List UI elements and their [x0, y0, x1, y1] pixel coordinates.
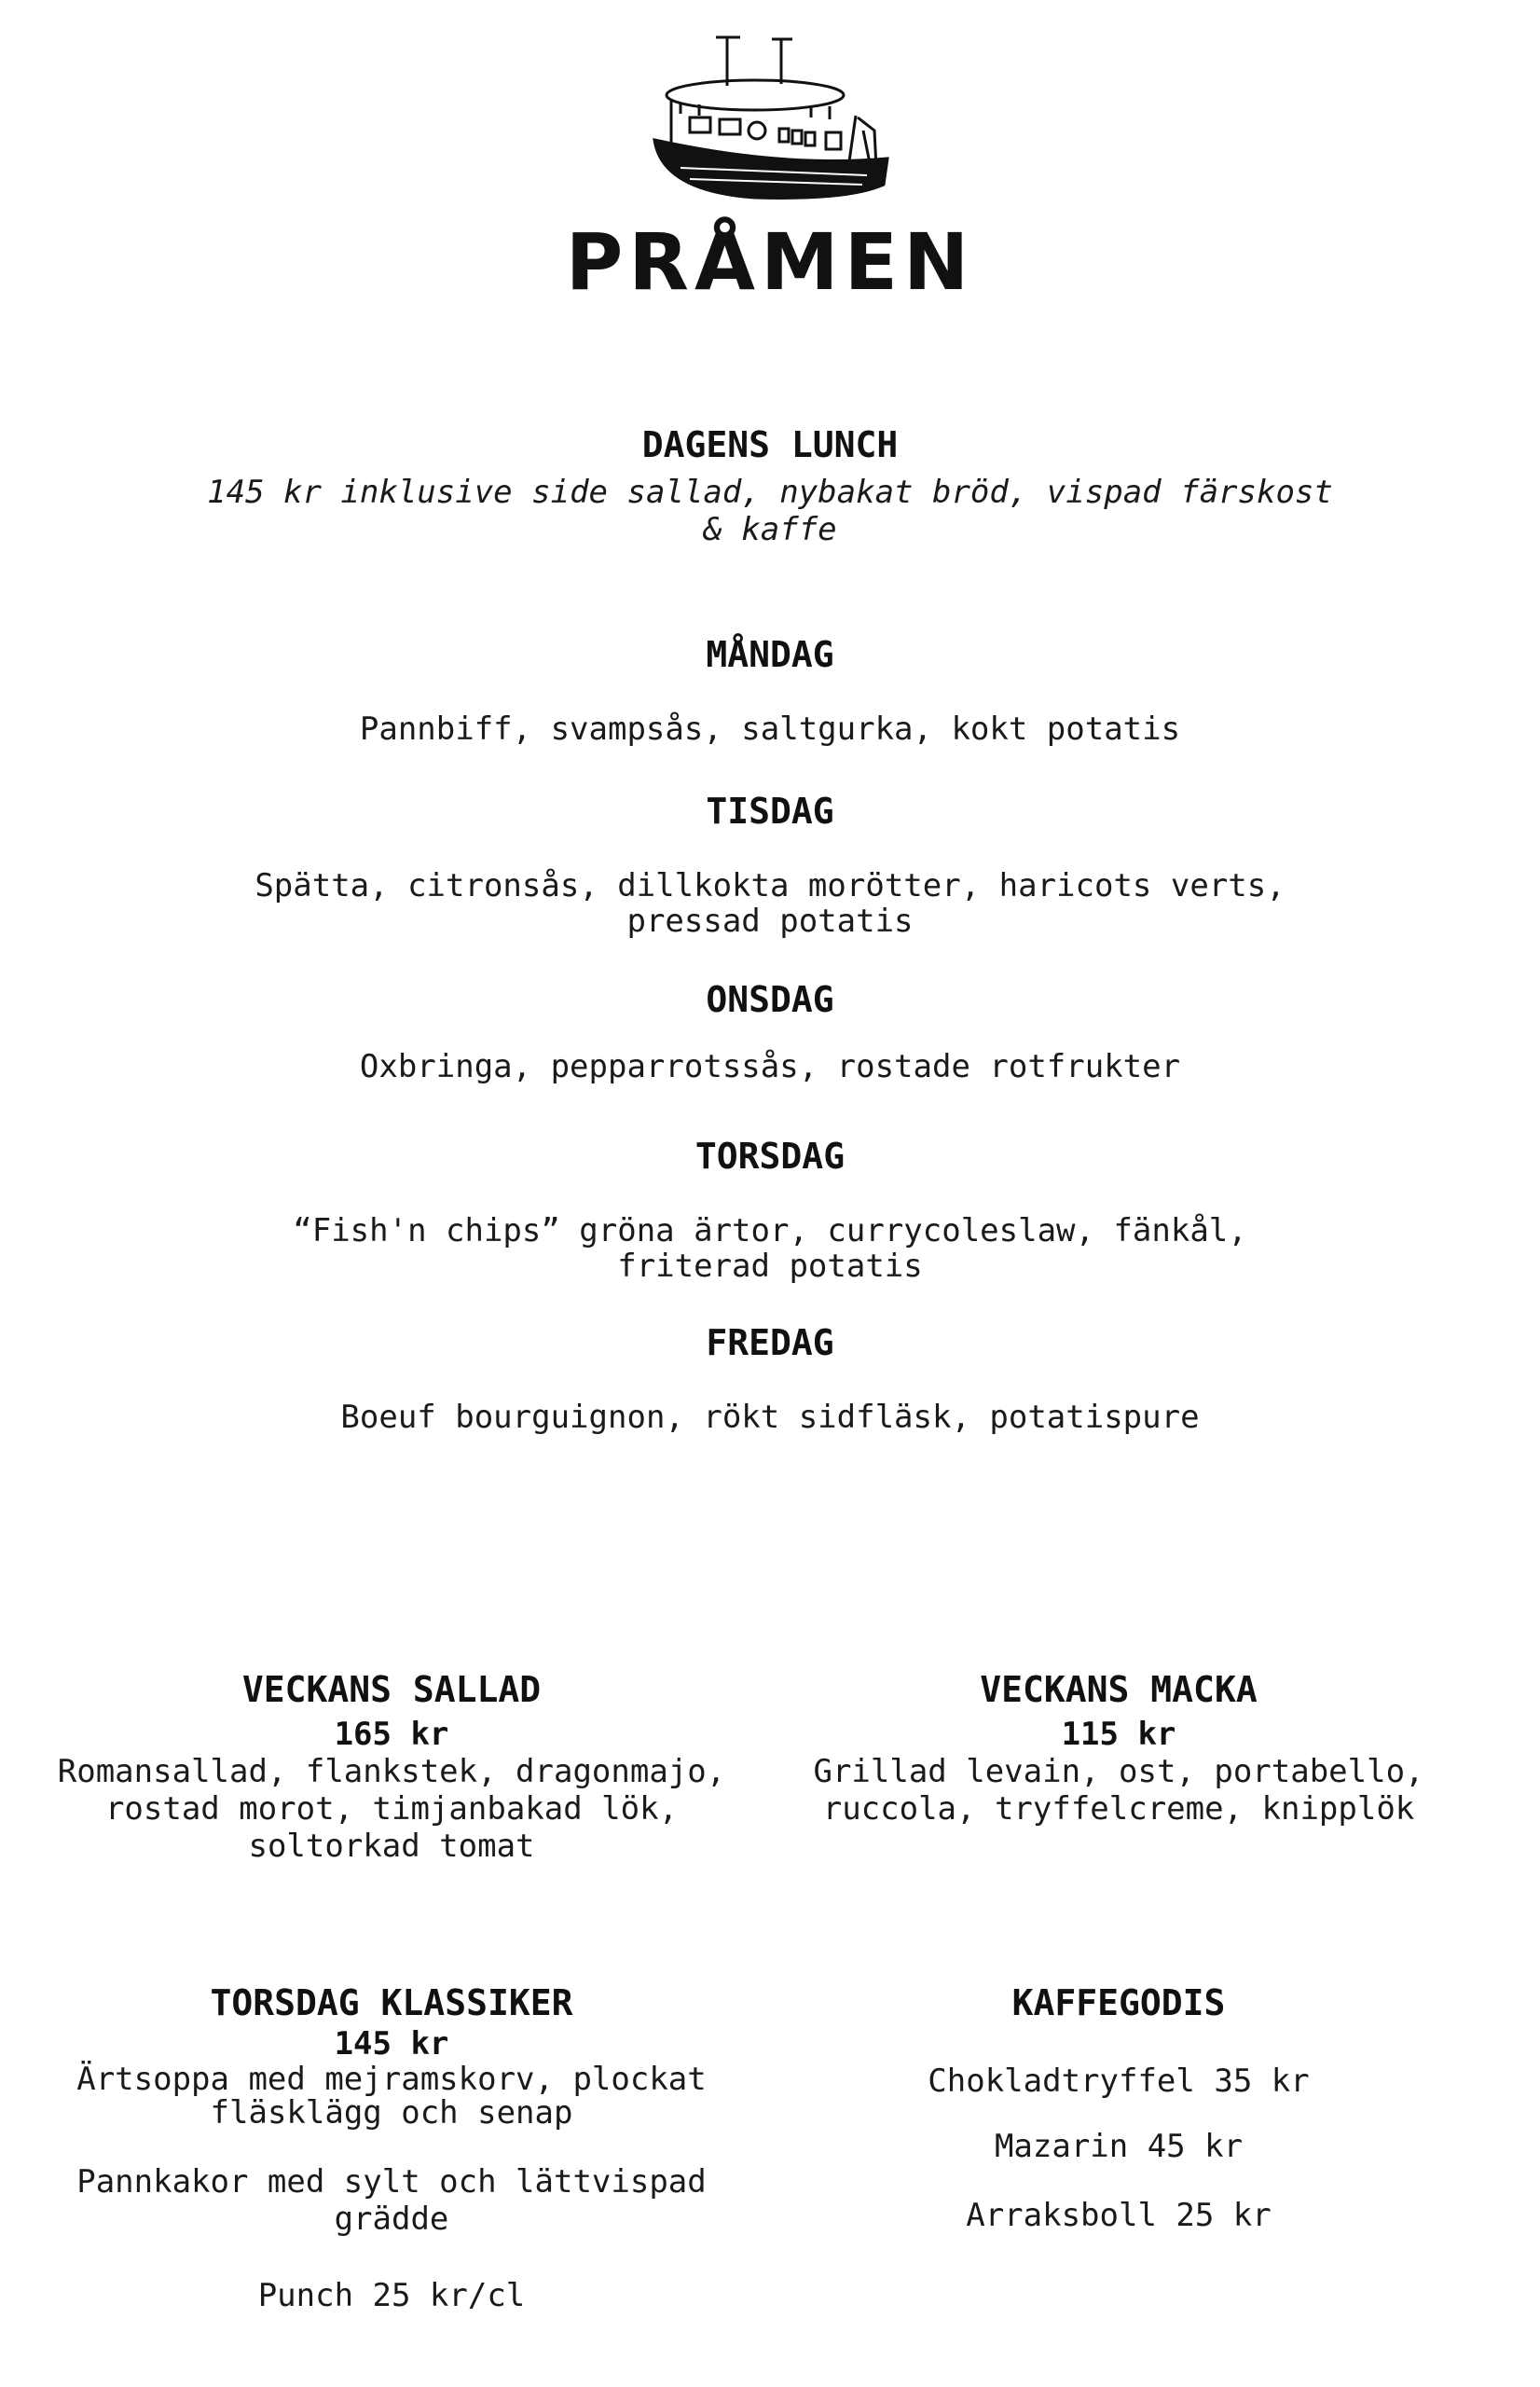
- sallad-desc-line1: Romansallad, flankstek, dragonmajo,: [57, 1753, 726, 1790]
- kaffegodis-item-1: Chokladtryffel 35 kr: [928, 2063, 1310, 2100]
- macka-desc-line2: ruccola, tryffelcreme, knipplök: [822, 1790, 1415, 1828]
- klassiker-price: 145 kr: [334, 2025, 449, 2063]
- macka-heading: VECKANS MACKA: [980, 1669, 1258, 1710]
- day-dish-thursday-line2: friterad potatis: [617, 1248, 923, 1285]
- day-dish-thursday-line1: “Fish'n chips” gröna ärtor, currycoleslaw, fänkål,: [293, 1212, 1247, 1249]
- sallad-desc-line3: soltorkad tomat: [248, 1828, 535, 1865]
- sallad-price: 165 kr: [334, 1716, 449, 1753]
- day-dish-wednesday: Oxbringa, pepparrotssås, rostade rotfrukter: [359, 1048, 1181, 1085]
- klassiker-heading: TORSDAG KLASSIKER: [210, 1982, 573, 2023]
- day-dish-tuesday-line2: pressad potatis: [626, 903, 914, 940]
- klassiker-item2-line2: grädde: [334, 2201, 449, 2238]
- lunch-subtitle-line1: 145 kr inklusive side sallad, nybakat bröd, vispad färskost: [207, 474, 1333, 511]
- ferry-logo-icon: [643, 28, 895, 205]
- sallad-desc-line2: rostad morot, timjanbakad lök,: [104, 1790, 679, 1828]
- day-heading-monday: MÅNDAG: [706, 634, 834, 675]
- klassiker-item3: Punch 25 kr/cl: [257, 2277, 526, 2314]
- day-dish-monday: Pannbiff, svampsås, saltgurka, kokt potatis: [359, 711, 1181, 748]
- day-dish-tuesday-line1: Spätta, citronsås, dillkokta morötter, haricots verts,: [254, 867, 1286, 904]
- day-dish-friday: Boeuf bourguignon, rökt sidfläsk, potatispure: [340, 1399, 1200, 1436]
- day-heading-wednesday: ONSDAG: [706, 979, 834, 1020]
- klassiker-item2-line1: Pannkakor med sylt och lättvispad: [76, 2163, 707, 2201]
- sallad-heading: VECKANS SALLAD: [241, 1669, 542, 1710]
- kaffegodis-item-3: Arraksboll 25 kr: [966, 2197, 1272, 2234]
- day-heading-tuesday: TISDAG: [706, 791, 834, 832]
- klassiker-item1-line1: Ärtsoppa med mejramskorv, plockat: [76, 2061, 707, 2098]
- kaffegodis-heading: KAFFEGODIS: [1011, 1982, 1226, 2023]
- macka-price: 115 kr: [1061, 1716, 1176, 1753]
- kaffegodis-item-2: Mazarin 45 kr: [994, 2128, 1244, 2165]
- brand-title: PRÅMEN: [565, 216, 975, 308]
- day-heading-friday: FREDAG: [706, 1322, 834, 1363]
- klassiker-item1-line2: fläsklägg och senap: [210, 2094, 573, 2132]
- lunch-heading: DAGENS LUNCH: [641, 424, 899, 465]
- day-heading-thursday: TORSDAG: [694, 1136, 846, 1177]
- macka-desc-line1: Grillad levain, ost, portabello,: [813, 1753, 1424, 1790]
- lunch-subtitle-line2: & kaffe: [703, 511, 837, 548]
